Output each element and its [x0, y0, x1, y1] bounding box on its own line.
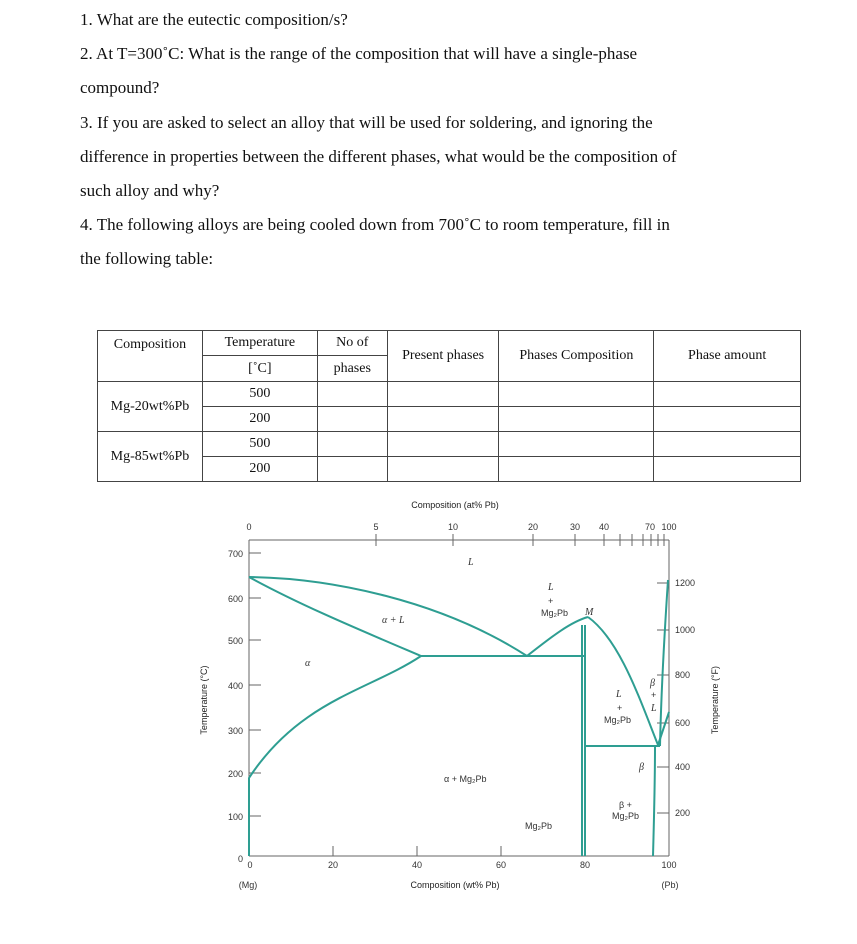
question-3-cont: difference in properties between the different phases, what would be the composition of	[80, 147, 677, 166]
top-axis-title: Composition (at% Pb)	[411, 500, 499, 510]
left-tick-label: 500	[227, 636, 243, 646]
header-phase-amount: Phase amount	[654, 331, 801, 382]
header-phases-composition: Phases Composition	[499, 331, 654, 382]
right-tick-label: 400	[675, 762, 691, 772]
left-tick-label: 200	[227, 769, 243, 779]
header-composition: Composition	[98, 331, 203, 382]
question-2-cont: compound?	[80, 78, 160, 97]
bottom-tick-label: 100	[661, 860, 677, 870]
header-temperature: Temperature	[202, 331, 317, 356]
bottom-tick-label: 40	[411, 860, 423, 870]
liquid-mg2pb-left-l: L	[548, 582, 554, 593]
temperature-cell: 200	[202, 457, 317, 482]
pb-label: (Pb)	[661, 880, 679, 890]
liquid-mg2pb-right-l: L	[616, 689, 622, 700]
bottom-tick-label: 80	[579, 860, 591, 870]
right-tick-label: 600	[675, 718, 691, 728]
alpha-label: α	[305, 658, 311, 669]
header-phases: No of	[317, 331, 387, 356]
bottom-axis-title: Composition (wt% Pb)	[410, 880, 500, 890]
right-tick-label: 200	[675, 808, 691, 818]
right-tick-label: 800	[675, 670, 691, 680]
question-4: 4. The following alloys are being cooled down from 700˚C to room temperature, fill in	[80, 215, 670, 234]
temperature-cell: 200	[202, 407, 317, 432]
question-3-cont-2: such alloy and why?	[80, 181, 220, 200]
temperature-cell: 500	[202, 432, 317, 457]
left-tick-label: 600	[227, 594, 243, 604]
top-tick-label: 30	[569, 522, 581, 532]
left-tick-label: 100	[227, 812, 243, 822]
beta-liquid-plus: +	[651, 690, 657, 700]
alpha-mg2pb-label: α + Mg₂Pb	[444, 774, 487, 784]
bottom-tick-label: 20	[327, 860, 339, 870]
liquid-mg2pb-left-plus: +	[548, 596, 554, 606]
top-tick-label: 10	[447, 522, 459, 532]
beta-mg2pb-compound: Mg₂Pb	[612, 811, 640, 821]
alloy-cell: Mg-20wt%Pb	[98, 382, 203, 432]
left-tick-label: 0	[237, 854, 243, 864]
beta-liquid-l: L	[651, 703, 657, 714]
top-tick-label: 70	[644, 522, 656, 532]
liquid-mg2pb-right-compound: Mg₂Pb	[604, 715, 632, 725]
top-tick-label: 20	[527, 522, 539, 532]
mg2pb-compound-label: Mg₂Pb	[525, 821, 553, 831]
question-2: 2. At T=300˚C: What is the range of the composition that will have a single-phase	[80, 44, 638, 63]
alloy-cell: Mg-85wt%Pb	[98, 432, 203, 482]
question-4-cont: the following table:	[80, 249, 214, 268]
bottom-tick-label: 0	[247, 860, 253, 870]
beta-mg2pb-beta: β +	[619, 800, 632, 810]
bottom-ticks	[333, 846, 585, 856]
temperature-cell: 500	[202, 382, 317, 407]
top-tick-label: 40	[598, 522, 610, 532]
header-present-phases: Present phases	[387, 331, 499, 382]
liquid-mg2pb-right-plus: +	[617, 703, 623, 713]
left-tick-label: 300	[227, 726, 243, 736]
diagram-frame	[249, 540, 669, 856]
liquid-mg2pb-left-compound: Mg₂Pb	[541, 608, 569, 618]
bottom-tick-label: 60	[495, 860, 507, 870]
mg-label: (Mg)	[238, 880, 258, 890]
liquid-label: L	[468, 557, 474, 568]
alpha-liquid-label: α + L	[382, 615, 405, 626]
header-temperature-unit: [˚C]	[202, 356, 317, 382]
congruent-point-label: M	[585, 607, 594, 618]
beta-liquid-beta: β	[650, 678, 655, 689]
right-ticks	[657, 583, 669, 813]
right-axis-title: Temperature (°F)	[710, 665, 720, 735]
top-tick-label: 100	[661, 522, 677, 532]
top-tick-label: 5	[373, 522, 379, 532]
right-tick-label: 1000	[675, 625, 696, 635]
header-phases-2: phases	[317, 356, 387, 382]
left-axis-title: Temperature (°C)	[199, 665, 209, 735]
left-tick-label: 400	[227, 681, 243, 691]
left-tick-label: 700	[227, 549, 243, 559]
beta-label: β	[639, 762, 644, 773]
top-tick-label: 0	[246, 522, 252, 532]
question-1: 1. What are the eutectic composition/s?	[80, 10, 348, 29]
question-3: 3. If you are asked to select an alloy that will be used for soldering, and ignoring the	[80, 113, 653, 132]
right-tick-label: 1200	[675, 578, 696, 588]
